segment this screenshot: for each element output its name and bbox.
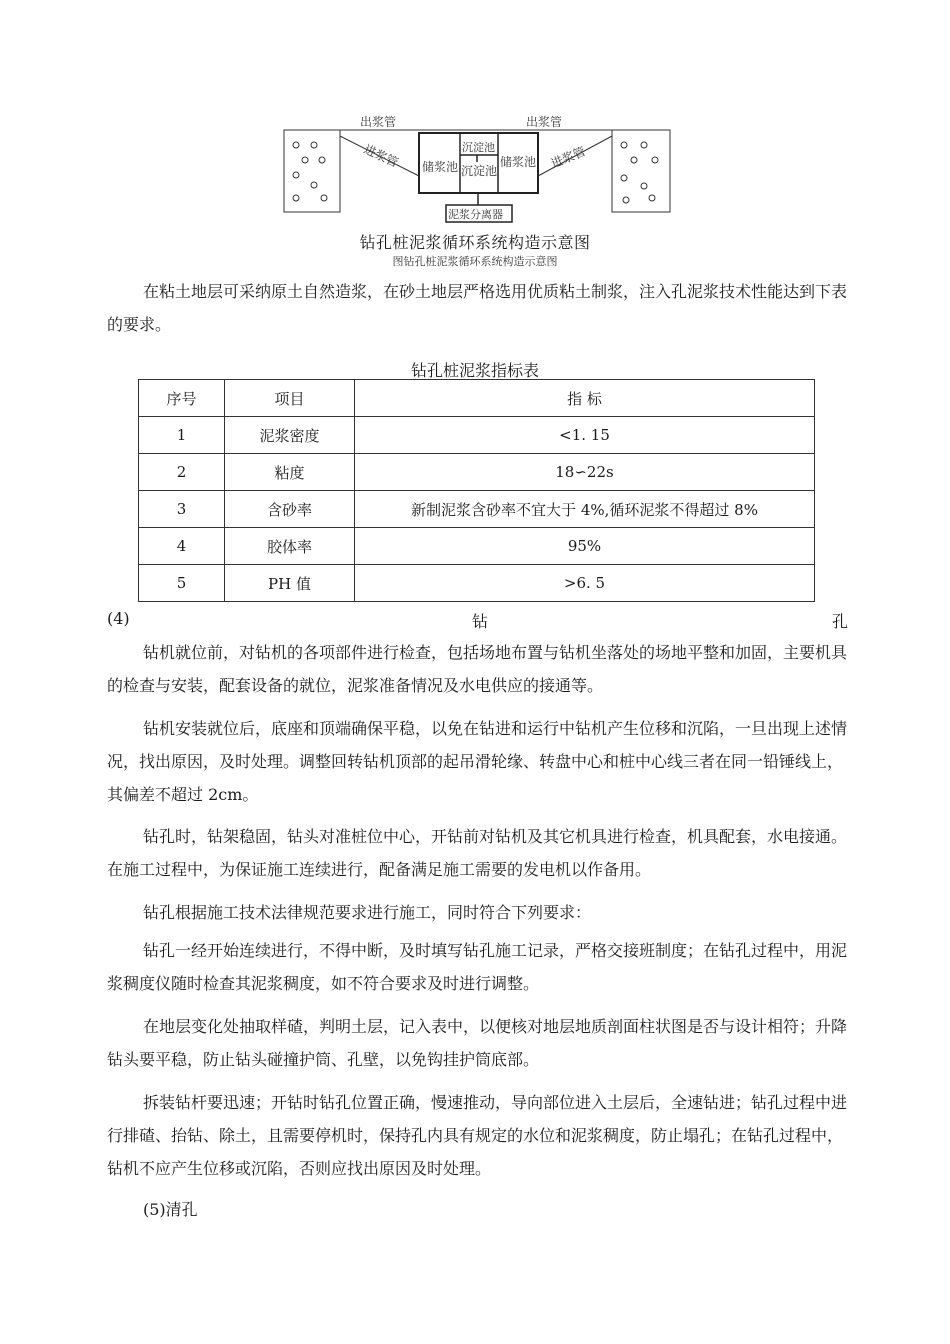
table-row: [139, 417, 815, 454]
cell-value: 新制泥浆含砂率不宜大于 4%,循环泥浆不得超过 8%: [355, 491, 815, 528]
separator-label: 泥浆分离器: [448, 208, 503, 221]
cell-value: >6. 5: [355, 565, 815, 602]
table-row: [139, 491, 815, 528]
header-index: 序号: [139, 380, 225, 417]
cell-item: PH 值: [225, 565, 355, 602]
settle-top-label: 沉淀池: [462, 141, 495, 154]
paragraph: 拆装钻杆要迅速；开钻时钻孔位置正确，慢速推动，导向部位进入土层后，全速钻进；钻孔过程中进行排碴、抬钻、除土，且需要停机时，保持孔内具有规定的水位和泥浆稠度，防止塌孔；在钻孔过程中，钻机不应产生位移或沉陷，否则应找出原因及时处理。: [107, 1093, 848, 1178]
cell-index: 1: [139, 417, 225, 454]
paragraph: 在地层变化处抽取样碴，判明土层，记入表中，以便核对地层地质剖面柱状图是否与设计相符；升降钻头要平稳，防止钻头碰撞护筒、孔壁，以免钩挂护筒底部。: [107, 1017, 848, 1069]
table-row: [139, 528, 815, 565]
section4-title-a: 钻: [472, 612, 489, 631]
cell-item: 粘度: [225, 454, 355, 491]
table-header-row: [139, 380, 815, 417]
paragraph: 钻机就位前，对钻机的各项部件进行检查，包括场地布置与钻机坐落处的场地平整和加固，主要机具的检查与安装，配套设备的就位，泥浆准备情况及水电供应的接通等。: [107, 643, 848, 695]
storage-left-label: 储浆池: [422, 160, 459, 174]
cell-value: 95%: [355, 528, 815, 565]
in-pipe-right-label: 进浆管: [548, 144, 588, 171]
header-item: 项目: [225, 380, 355, 417]
mud-circulation-diagram: [280, 110, 680, 228]
figure-subcaption: 图钻孔桩泥浆循环系统构造示意图: [392, 255, 558, 268]
mud-index-table: [138, 379, 815, 602]
cell-index: 5: [139, 565, 225, 602]
cell-index: 2: [139, 454, 225, 491]
header-indicator: 指 标: [355, 380, 815, 417]
paragraph: 钻孔根据施工技术法律规范要求进行施工，同时符合下列要求：: [143, 903, 592, 922]
storage-right-label: 储浆池: [500, 155, 537, 169]
section5-heading: (5)清孔: [143, 1200, 198, 1219]
cell-item: 胶体率: [225, 528, 355, 565]
paragraph: 钻孔时，钻架稳固，钻头对准桩位中心，开钻前对钻机及其它机具进行检查，机具配套，水电接通。在施工过程中，为保证施工连续进行，配备满足施工需要的发电机以作备用。: [107, 827, 848, 879]
out-pipe-right-label: 出浆管: [526, 115, 563, 129]
settle-bottom-label: 沉淀池: [461, 164, 498, 178]
table-row: [139, 565, 815, 602]
paragraph: 钻孔一经开始连续进行，不得中断，及时填写钻孔施工记录，严格交接班制度；在钻孔过程中，用泥浆稠度仪随时检查其泥浆稠度，如不符合要求及时进行调整。: [107, 941, 848, 993]
section4-title-b: 孔: [832, 612, 849, 631]
right-pile: [612, 130, 670, 212]
in-pipe-left-label: 进浆管: [361, 142, 401, 170]
cell-value: 18∽22s: [355, 454, 815, 491]
cell-value: <1. 15: [355, 417, 815, 454]
paragraph: 钻机安装就位后，底座和顶端确保平稳，以免在钻进和运行中钻机产生位移和沉陷，一旦出现上述情况，找出原因，及时处理。调整回转钻机顶部的起吊滑轮缘、转盘中心和桩中心线三者在同一铅锤线上，其偏差不超过 2cm。: [107, 719, 848, 804]
figure-caption: 钻孔桩泥浆循环系统构造示意图: [359, 233, 591, 252]
table-row: [139, 454, 815, 491]
cell-item: 含砂率: [225, 491, 355, 528]
cell-item: 泥浆密度: [225, 417, 355, 454]
intro-paragraph: 在粘土地层可采纳原土自然造浆，在砂土地层严格选用优质粘土制浆，注入孔泥浆技术性能达到下表的要求。: [107, 282, 848, 334]
out-pipe-left-label: 出浆管: [360, 115, 397, 129]
cell-index: 4: [139, 528, 225, 565]
section4-number: (4): [107, 609, 130, 628]
table-caption: 钻孔桩泥浆指标表: [410, 361, 539, 380]
cell-index: 3: [139, 491, 225, 528]
